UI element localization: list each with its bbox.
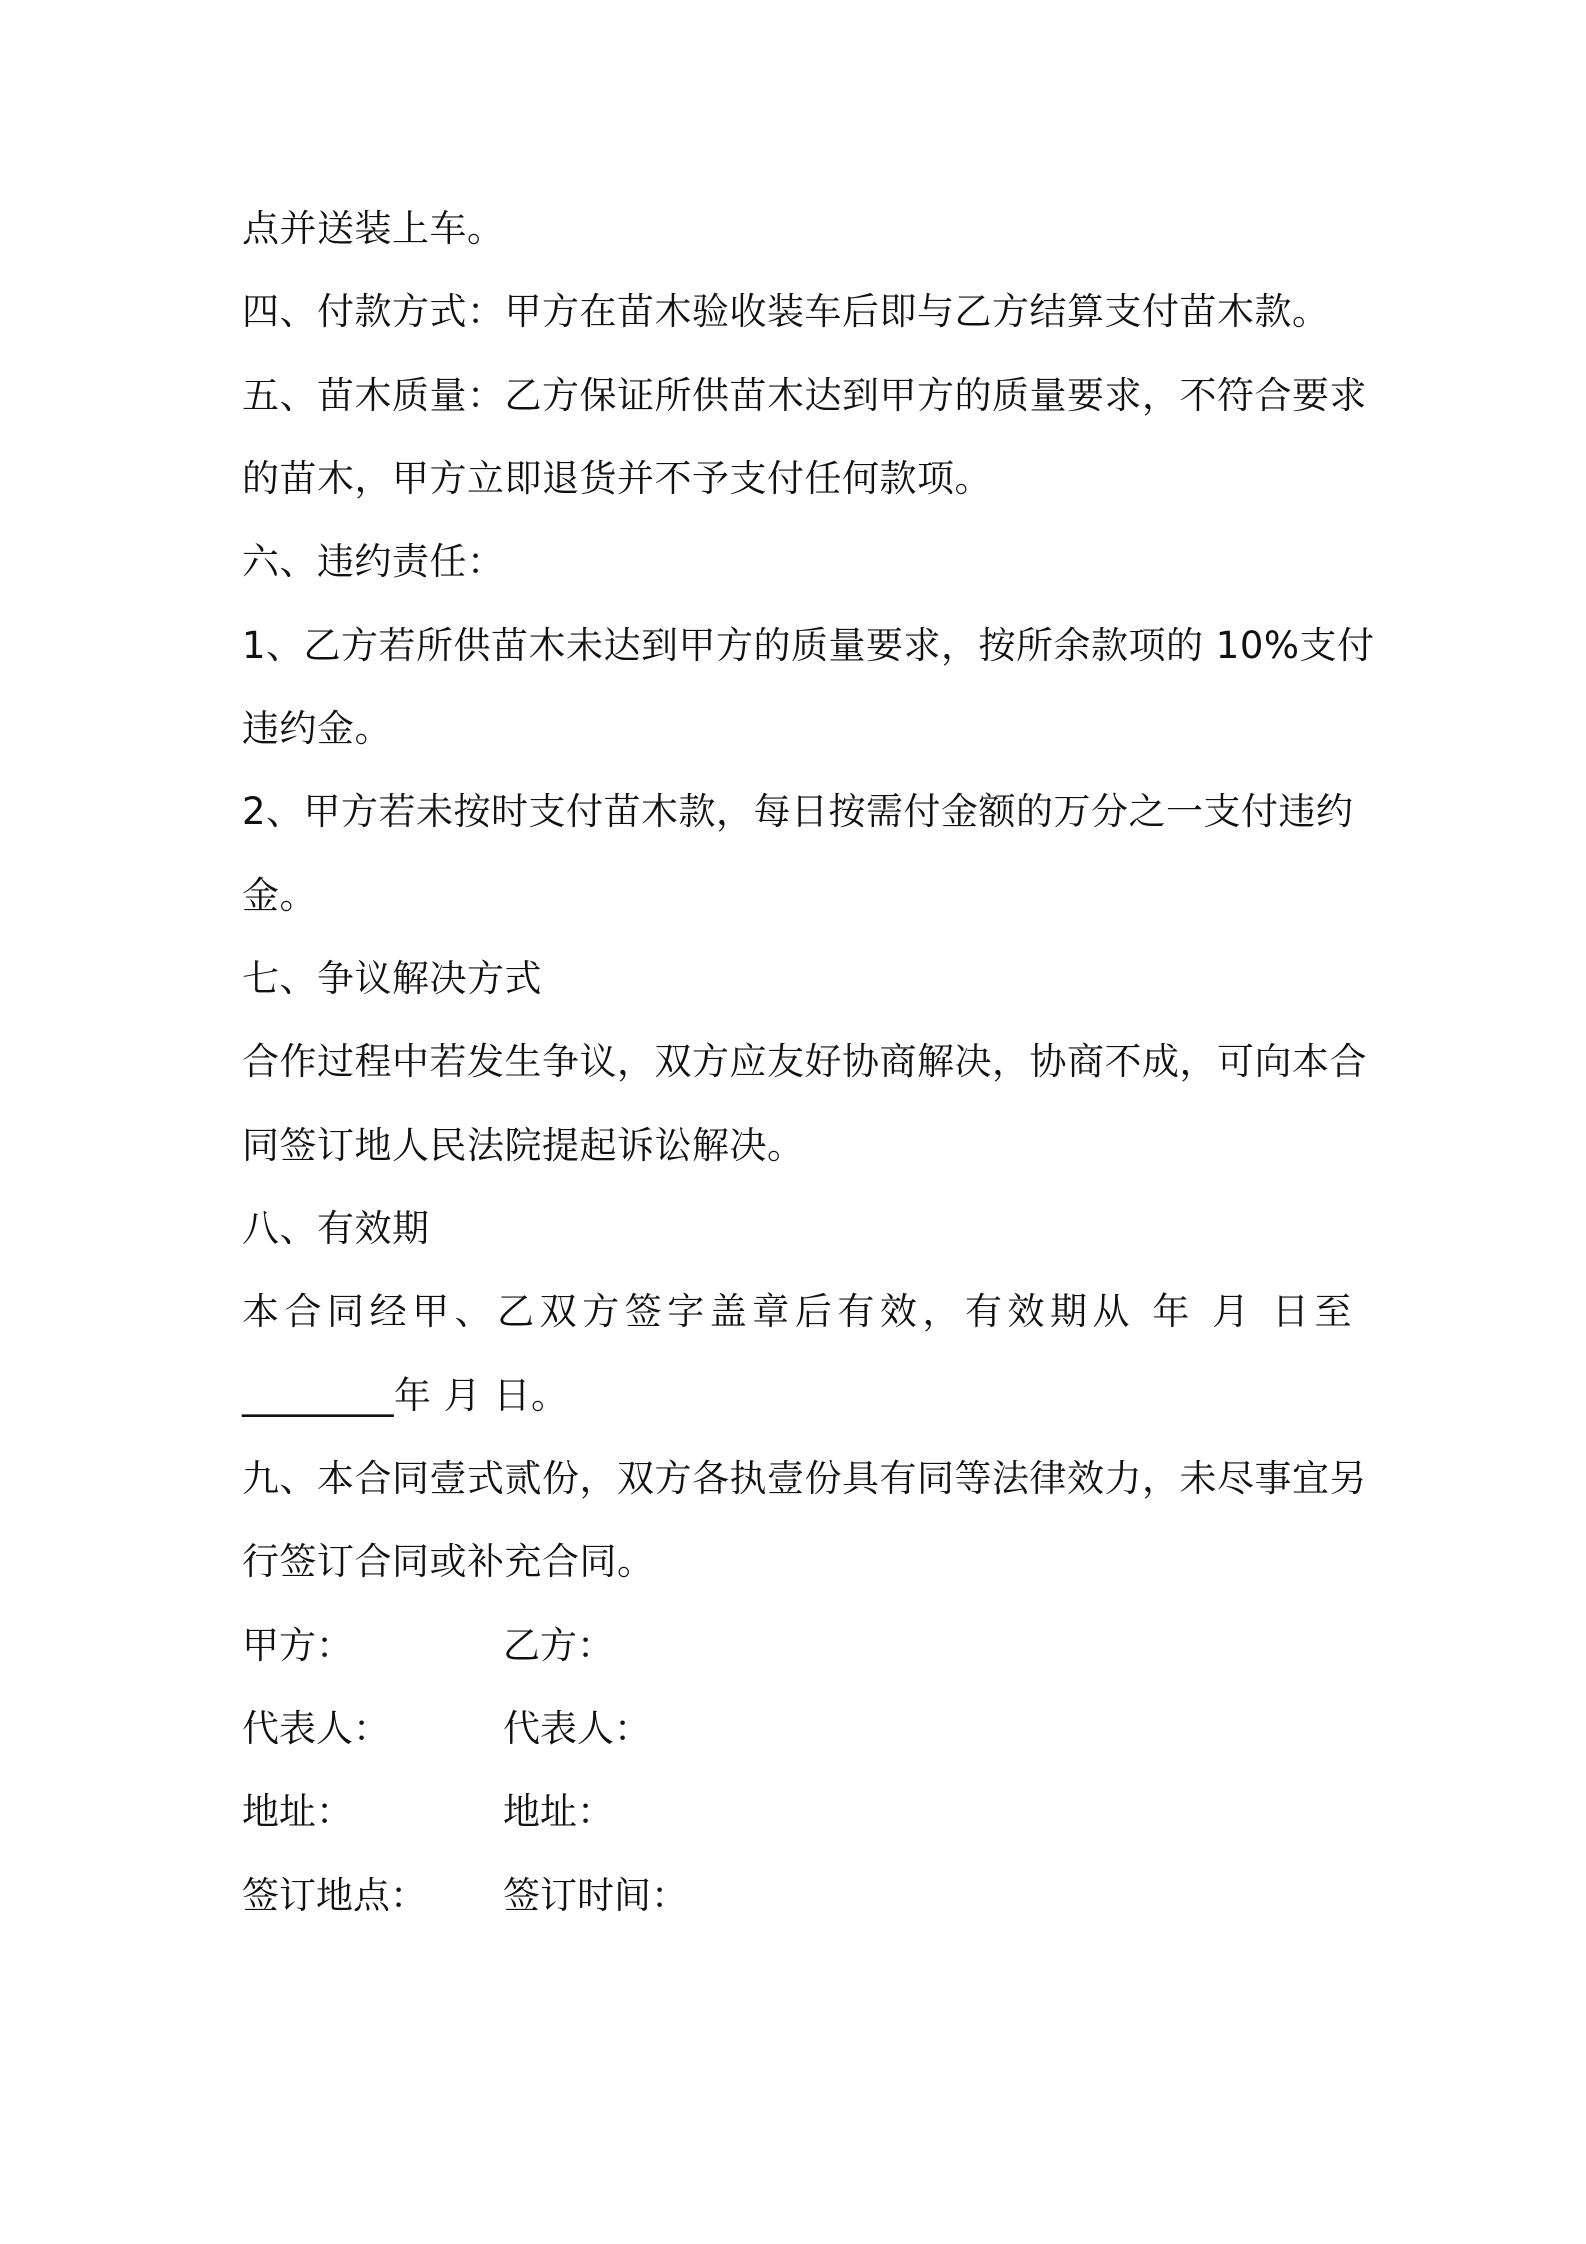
party-a-label: 甲方： [242, 1624, 353, 1667]
text-line-1: 点并送装上车。 [242, 207, 505, 250]
text-line-15: ________年 月 日。 [242, 1374, 569, 1417]
text-line-8: 2、甲方若未按时支付苗木款，每日按需付金额的万分之一支付违约 [242, 790, 1354, 833]
party-b-representative-label: 代表人： [503, 1707, 651, 1750]
section-heading-validity: 八、有效期 [242, 1207, 430, 1250]
signing-place-label: 签订地点： [242, 1874, 427, 1917]
text-line-12: 同签订地人民法院提起诉讼解决。 [242, 1124, 805, 1167]
party-b-label: 乙方： [503, 1624, 614, 1667]
text-line-2: 四、付款方式：甲方在苗木验收装车后即与乙方结算支付苗木款。 [242, 290, 1330, 333]
section-heading-dispute: 七、争议解决方式 [242, 957, 542, 1000]
text-line-17: 行签订合同或补充合同。 [242, 1540, 655, 1583]
text-line-11: 合作过程中若发生争议，双方应友好协商解决，协商不成，可向本合 [242, 1040, 1367, 1083]
party-b-address-label: 地址： [503, 1790, 614, 1833]
text-line-3: 五、苗木质量：乙方保证所供苗木达到甲方的质量要求，不符合要求 [242, 374, 1367, 417]
signing-time-label: 签订时间： [503, 1874, 688, 1917]
party-a-representative-label: 代表人： [242, 1707, 390, 1750]
party-a-address-label: 地址： [242, 1790, 353, 1833]
section-heading-breach: 六、违约责任： [242, 540, 505, 583]
text-line-4: 的苗木，甲方立即退货并不予支付任何款项。 [242, 457, 992, 500]
text-line-9: 金。 [242, 874, 317, 917]
text-line-14: 本合同经甲、乙双方签字盖章后有效，有效期从 年 月 日至 [242, 1290, 1352, 1333]
text-line-16: 九、本合同壹式贰份，双方各执壹份具有同等法律效力，未尽事宜另 [242, 1457, 1367, 1500]
text-line-6: 1、乙方若所供苗木未达到甲方的质量要求，按所余款项的 10%支付 [242, 624, 1375, 667]
text-line-7: 违约金。 [242, 707, 392, 750]
